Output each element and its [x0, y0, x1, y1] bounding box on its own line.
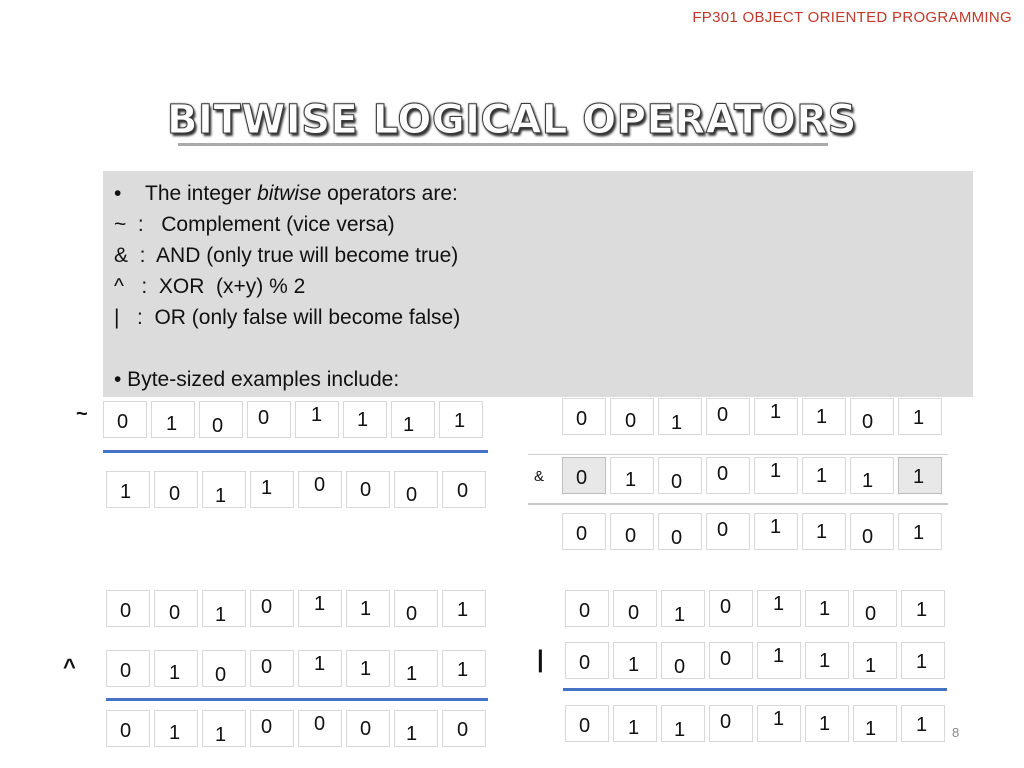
bit-cell [805, 705, 849, 742]
bit-cell [709, 705, 753, 742]
bit-cell [394, 471, 438, 508]
bit-cell [757, 705, 801, 742]
bit-cell [106, 471, 150, 508]
bit-value: 1 [454, 410, 466, 432]
bit-cell [106, 650, 150, 687]
bit-cell [394, 710, 438, 747]
bit-value: 0 [261, 596, 273, 618]
bit-value: 1 [215, 724, 227, 746]
bit-cell [298, 590, 342, 627]
intro-line [114, 178, 973, 209]
bit-cell [658, 513, 702, 550]
bit-value: 0 [720, 596, 732, 618]
bit-value: 0 [671, 471, 683, 493]
bit-cell [805, 590, 849, 627]
bit-cell [106, 710, 150, 747]
bit-cell [757, 590, 801, 627]
bit-cell [154, 590, 198, 627]
operator-or-line: | : OR (only false will become false) [114, 306, 461, 329]
bit-value: 0 [314, 474, 326, 496]
bit-value: 1 [816, 465, 828, 487]
bit-cell [706, 398, 750, 435]
bit-cell [565, 642, 609, 679]
bit-value: 0 [360, 479, 372, 501]
bit-cell [250, 471, 294, 508]
bit-cell [802, 398, 846, 435]
bit-cell [199, 401, 243, 438]
bit-value: 1 [360, 658, 372, 680]
operator-xor-line: ^ : XOR (x+y) % 2 [114, 275, 306, 298]
bit-cell [202, 590, 246, 627]
bit-cell [298, 650, 342, 687]
and-operator: & [534, 468, 545, 485]
bit-value: 1 [261, 477, 273, 499]
bit-cell [202, 710, 246, 747]
complement-operator: ~ [76, 403, 88, 425]
bit-value: 0 [576, 408, 588, 430]
bit-cell [853, 705, 897, 742]
bit-cell [442, 650, 486, 687]
bit-cell [154, 710, 198, 747]
bit-value: 1 [311, 404, 323, 426]
bit-cell [202, 650, 246, 687]
or-result-rule [563, 688, 947, 691]
examples-line: • Byte-sized examples include: [114, 368, 400, 391]
bit-value: 0 [576, 467, 588, 489]
bit-cell [754, 398, 798, 435]
bit-value: 1 [862, 470, 874, 492]
bit-cell [151, 401, 195, 438]
page-number: 8 [952, 725, 960, 740]
bit-cell [757, 642, 801, 679]
bit-value: 1 [169, 662, 181, 684]
bit-cell [250, 590, 294, 627]
bit-value: 0 [579, 715, 591, 737]
bit-value: 1 [674, 719, 686, 741]
bit-value: 0 [720, 648, 732, 670]
bit-cell [346, 590, 390, 627]
bit-cell [346, 471, 390, 508]
complement-result-rule [103, 450, 488, 453]
bit-value: 1 [816, 406, 828, 428]
bit-value: 0 [625, 410, 637, 432]
bit-cell [298, 710, 342, 747]
bit-value: 1 [406, 663, 418, 685]
bit-value: 0 [579, 600, 591, 622]
bit-cell [391, 401, 435, 438]
bit-value: 0 [720, 711, 732, 733]
bit-cell [565, 590, 609, 627]
bit-value: 0 [862, 526, 874, 548]
bit-value: 1 [773, 593, 785, 615]
bit-value: 0 [120, 600, 132, 622]
bit-cell [562, 398, 606, 435]
bit-value: 1 [215, 485, 227, 507]
bit-value: 1 [406, 723, 418, 745]
bit-value: 1 [819, 598, 831, 620]
bit-cell [898, 513, 942, 550]
operator-and-line: & : AND (only true will become true) [114, 244, 459, 267]
bit-cell [709, 590, 753, 627]
bit-value: 0 [120, 660, 132, 682]
bit-value: 1 [773, 708, 785, 730]
bit-value: 0 [457, 719, 469, 741]
bit-cell [658, 398, 702, 435]
bit-cell [202, 471, 246, 508]
bit-cell [661, 590, 705, 627]
bit-value: 1 [169, 722, 181, 744]
bit-cell [850, 398, 894, 435]
bit-value: 0 [579, 652, 591, 674]
bit-value: 1 [457, 659, 469, 681]
bit-value: 0 [457, 480, 469, 502]
bit-cell [439, 401, 483, 438]
bit-value: 1 [314, 653, 326, 675]
and-result-rule [528, 503, 948, 505]
bit-value: 0 [261, 656, 273, 678]
intro-prefix: The integer [145, 182, 258, 205]
bit-cell [346, 650, 390, 687]
bit-cell [661, 642, 705, 679]
bit-value: 0 [212, 415, 224, 437]
bit-value: 0 [406, 484, 418, 506]
bit-value: 0 [117, 411, 129, 433]
bit-value: 0 [576, 523, 588, 545]
bit-cell [901, 642, 945, 679]
bit-cell [565, 705, 609, 742]
bit-cell [853, 590, 897, 627]
bit-cell [298, 471, 342, 508]
bit-cell [562, 457, 606, 494]
bit-value: 1 [120, 481, 132, 503]
bit-value: 1 [819, 650, 831, 672]
bit-cell [706, 457, 750, 494]
bit-value: 1 [773, 645, 785, 667]
bit-cell [442, 710, 486, 747]
bit-cell [805, 642, 849, 679]
bit-value: 1 [671, 412, 683, 434]
bit-value: 1 [913, 522, 925, 544]
title-underline [178, 143, 828, 146]
bit-value: 1 [357, 409, 369, 431]
bit-value: 0 [406, 603, 418, 625]
bit-value: 0 [671, 527, 683, 549]
bit-cell [295, 401, 339, 438]
bit-cell [103, 401, 147, 438]
bit-cell [613, 705, 657, 742]
bit-value: 1 [314, 593, 326, 615]
bit-cell [247, 401, 291, 438]
bit-cell [250, 710, 294, 747]
bit-value: 1 [913, 466, 925, 488]
bit-cell [754, 457, 798, 494]
bit-value: 1 [913, 407, 925, 429]
bit-value: 1 [403, 414, 415, 436]
and-operand-rule [528, 454, 948, 455]
bit-value: 0 [717, 404, 729, 426]
bit-cell [901, 705, 945, 742]
bit-cell [850, 457, 894, 494]
bit-value: 1 [816, 521, 828, 543]
bit-value: 0 [169, 483, 181, 505]
bit-value: 1 [457, 599, 469, 621]
content-box [103, 171, 973, 397]
bit-value: 1 [916, 651, 928, 673]
bit-value: 0 [258, 407, 270, 429]
course-header: FP301 OBJECT ORIENTED PROGRAMMING [692, 9, 1012, 26]
bit-value: 1 [360, 598, 372, 620]
bit-value: 1 [770, 516, 782, 538]
bit-value: 1 [865, 718, 877, 740]
bit-value: 0 [169, 602, 181, 624]
bit-cell [610, 398, 654, 435]
bit-cell [250, 650, 294, 687]
bit-value: 1 [215, 604, 227, 626]
bit-value: 1 [770, 401, 782, 423]
bit-value: 0 [360, 718, 372, 740]
content-gap [114, 333, 973, 364]
bit-cell [610, 513, 654, 550]
bit-value: 0 [717, 463, 729, 485]
intro-italic: bitwise [257, 182, 322, 205]
intro-suffix: operators are: [321, 182, 458, 205]
bit-cell [442, 590, 486, 627]
bit-value: 0 [628, 602, 640, 624]
bit-value: 0 [261, 716, 273, 738]
bit-cell [442, 471, 486, 508]
bit-cell [709, 642, 753, 679]
bit-cell [613, 590, 657, 627]
bit-cell [154, 471, 198, 508]
or-operator: | [537, 646, 544, 673]
bit-value: 1 [916, 599, 928, 621]
bit-value: 0 [314, 713, 326, 735]
bit-value: 1 [628, 717, 640, 739]
bit-cell [898, 398, 942, 435]
bit-value: 1 [916, 714, 928, 736]
bit-cell [706, 513, 750, 550]
bit-value: 0 [717, 519, 729, 541]
bit-cell [853, 642, 897, 679]
bit-cell [562, 513, 606, 550]
slide-title: BITWISE LOGICAL OPERATORS [167, 97, 857, 143]
bit-value: 1 [865, 655, 877, 677]
bit-value: 0 [625, 525, 637, 547]
bit-cell [610, 457, 654, 494]
bit-value: 1 [819, 713, 831, 735]
bit-value: 0 [215, 664, 227, 686]
xor-result-rule [106, 698, 488, 701]
bit-value: 1 [625, 469, 637, 491]
xor-operator: ^ [63, 654, 76, 679]
bit-value: 1 [166, 413, 178, 435]
bit-cell [901, 590, 945, 627]
bit-cell [346, 710, 390, 747]
bit-cell [754, 513, 798, 550]
bit-value: 0 [865, 603, 877, 625]
bit-cell [106, 590, 150, 627]
bit-cell [661, 705, 705, 742]
bit-value: 1 [674, 604, 686, 626]
bit-value: 1 [770, 460, 782, 482]
bit-cell [850, 513, 894, 550]
bit-cell [613, 642, 657, 679]
bit-value: 0 [120, 720, 132, 742]
bit-value: 0 [674, 656, 686, 678]
bit-cell [394, 650, 438, 687]
bit-cell [154, 650, 198, 687]
bit-cell [802, 457, 846, 494]
operator-complement-line: ~ : Complement (vice versa) [114, 213, 395, 236]
intro-bullet: • [114, 182, 122, 205]
bit-cell [394, 590, 438, 627]
bit-value: 0 [862, 411, 874, 433]
bit-value: 1 [628, 654, 640, 676]
bit-cell [898, 457, 942, 494]
bit-cell [343, 401, 387, 438]
bit-cell [802, 513, 846, 550]
bit-cell [658, 457, 702, 494]
